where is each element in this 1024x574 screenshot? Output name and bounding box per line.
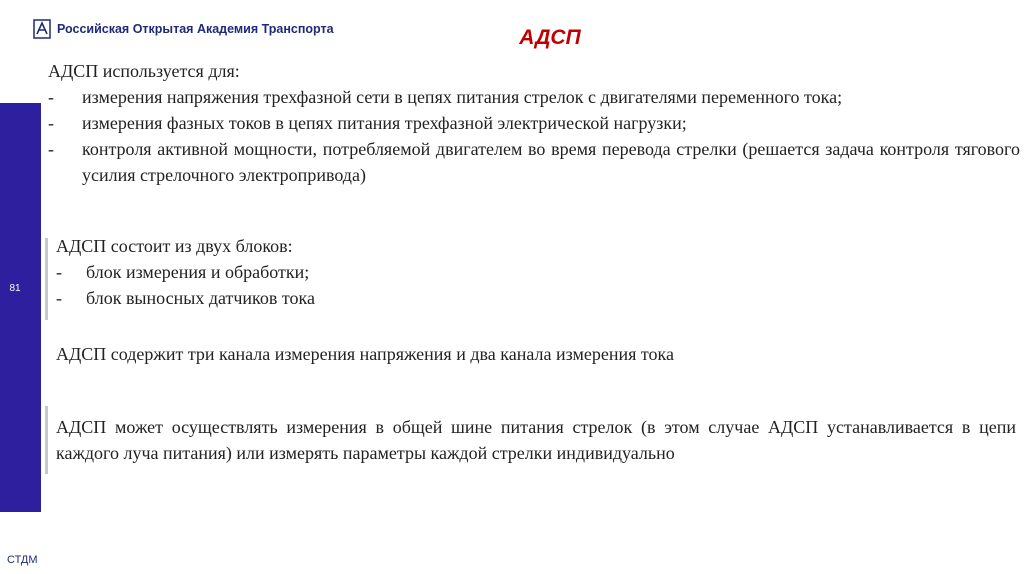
list-item: - блок измерения и обработки; (56, 262, 310, 282)
list-item: - блок выносных датчиков тока (56, 288, 315, 308)
blocks-section (56, 233, 656, 311)
slide-title: АДСП (519, 26, 581, 49)
left-accent-bar (45, 238, 48, 320)
list-item: - измерения напряжения трехфазной сети в цепях питания стрелок с двигателями переменного тока; (48, 87, 843, 107)
org-name: Российская Открытая Академия Транспорта (57, 22, 334, 36)
usage-intro: АДСП используется для: (48, 61, 240, 81)
blocks-intro: АДСП состоит из двух блоков: (56, 236, 293, 256)
list-item: - контроля активной мощности, потребляемой двигателем во время перевода стрелки (решается задача контроля тягового усилия стрелочного электропривода) (48, 139, 1020, 185)
list-item: - измерения фазных токов в цепях питания трехфазной электрической нагрузки; (48, 113, 687, 133)
left-accent-bar (45, 406, 48, 474)
page-number: 81 (9, 283, 21, 294)
usage-section (48, 58, 1020, 188)
sidebar-bar (0, 103, 41, 512)
measurement-text: АДСП может осуществлять измерения в общей шине питания стрелок (в этом случае АДСП устанавливается в цепи каждого луча питания) или измерять параметры каждой стрелки индивидуально (56, 417, 1016, 463)
footer-label: СТДМ (7, 554, 38, 566)
channels-text: АДСП содержит три канала измерения напряжения и два канала измерения тока (56, 344, 674, 364)
